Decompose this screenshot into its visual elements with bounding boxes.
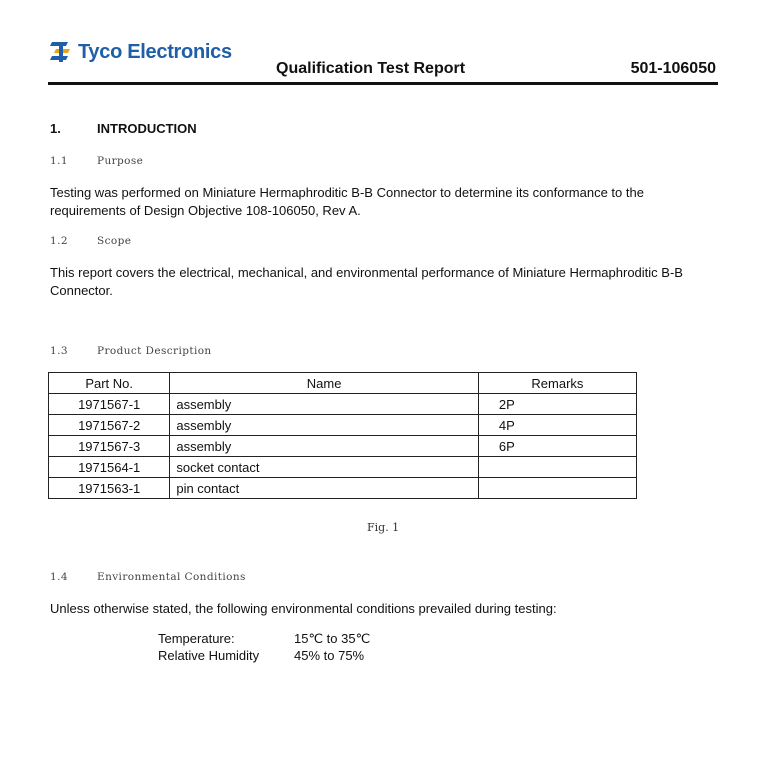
product-table: [48, 372, 637, 499]
name-cell: assembly: [170, 394, 479, 415]
remarks-cell: 2P: [478, 394, 636, 415]
figure-caption: Fig. 1: [367, 521, 400, 534]
name-cell: assembly: [170, 415, 479, 436]
environment-heading: Environmental Conditions: [97, 571, 246, 583]
name-cell: pin contact: [170, 478, 479, 499]
temperature-label: Temperature:: [158, 631, 235, 646]
column-header-remarks: Remarks: [478, 373, 636, 394]
part-number-cell: 1971564-1: [49, 457, 170, 478]
table-row: [49, 478, 637, 499]
name-cell: assembly: [170, 436, 479, 457]
company-logo: [50, 32, 232, 72]
remarks-cell: [478, 457, 636, 478]
table-row: [49, 415, 637, 436]
report-number: 501-106050: [630, 60, 716, 77]
part-number-cell: 1971567-1: [49, 394, 170, 415]
environment-text: Unless otherwise stated, the following environmental conditions prevailed during testing:: [50, 601, 557, 616]
environment-number: 1.4: [50, 571, 68, 583]
tyco-logo-icon: [50, 39, 72, 65]
purpose-number: 1.1: [50, 155, 68, 167]
part-number-cell: 1971567-3: [49, 436, 170, 457]
part-number-cell: 1971563-1: [49, 478, 170, 499]
purpose-heading: Purpose: [97, 155, 144, 167]
table-row: [49, 457, 637, 478]
table-row: [49, 394, 637, 415]
company-name: Tyco Electronics: [78, 40, 232, 63]
humidity-label: Relative Humidity: [158, 648, 260, 663]
header-divider: [48, 82, 718, 85]
section-title: INTRODUCTION: [97, 121, 197, 136]
table-row: [49, 436, 637, 457]
product-number: 1.3: [50, 345, 68, 357]
scope-heading: Scope: [97, 235, 132, 247]
humidity-value: 45% to 75%: [294, 648, 365, 663]
report-title: Qualification Test Report: [276, 60, 466, 77]
name-cell: socket contact: [170, 457, 479, 478]
scope-number: 1.2: [50, 235, 68, 247]
remarks-cell: 4P: [478, 415, 636, 436]
section-number: 1.: [50, 121, 61, 136]
remarks-cell: [478, 478, 636, 499]
part-number-cell: 1971567-2: [49, 415, 170, 436]
table-header-row: [49, 373, 637, 394]
remarks-cell: 6P: [478, 436, 636, 457]
product-heading: Product Description: [97, 345, 212, 357]
column-header-name: Name: [170, 373, 479, 394]
scope-text: This report covers the electrical, mechanical, and environmental performance of Miniature Hermaphroditic B-B Connector.: [50, 265, 683, 298]
temperature-value: 15℃ to 35℃: [294, 631, 371, 646]
purpose-text: Testing was performed on Miniature Hermaphroditic B-B Connector to determine its conformance to the requirements of Design Objective 108-106050, Rev A.: [50, 185, 644, 218]
column-header-part: Part No.: [49, 373, 170, 394]
